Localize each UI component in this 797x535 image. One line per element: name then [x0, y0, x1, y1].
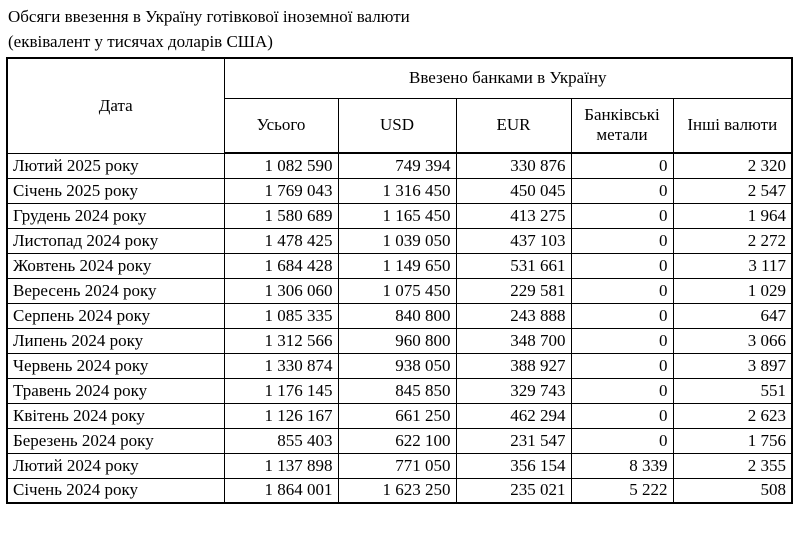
value-cell: 0	[571, 228, 673, 253]
value-cell: 2 320	[673, 153, 792, 178]
value-cell: 0	[571, 378, 673, 403]
value-cell: 1 478 425	[224, 228, 338, 253]
table-row	[7, 153, 792, 178]
value-cell: 229 581	[456, 278, 571, 303]
value-cell: 845 850	[338, 378, 456, 403]
value-cell: 0	[571, 353, 673, 378]
column-header-eur: EUR	[456, 98, 571, 153]
date-cell: Червень 2024 року	[7, 353, 224, 378]
value-cell: 348 700	[456, 328, 571, 353]
value-cell: 450 045	[456, 178, 571, 203]
table-row	[7, 453, 792, 478]
table-row	[7, 403, 792, 428]
value-cell: 1 149 650	[338, 253, 456, 278]
value-cell: 1 864 001	[224, 478, 338, 503]
value-cell: 0	[571, 178, 673, 203]
value-cell: 243 888	[456, 303, 571, 328]
table-row	[7, 178, 792, 203]
value-cell: 531 661	[456, 253, 571, 278]
currency-import-table	[6, 57, 793, 504]
value-cell: 661 250	[338, 403, 456, 428]
value-cell: 960 800	[338, 328, 456, 353]
value-cell: 1 085 335	[224, 303, 338, 328]
value-cell: 1 176 145	[224, 378, 338, 403]
value-cell: 749 394	[338, 153, 456, 178]
value-cell: 938 050	[338, 353, 456, 378]
table-row	[7, 228, 792, 253]
value-cell: 622 100	[338, 428, 456, 453]
value-cell: 551	[673, 378, 792, 403]
value-cell: 3 117	[673, 253, 792, 278]
table-body	[7, 153, 792, 503]
value-cell: 413 275	[456, 203, 571, 228]
value-cell: 1 684 428	[224, 253, 338, 278]
value-cell: 855 403	[224, 428, 338, 453]
table-row	[7, 428, 792, 453]
value-cell: 1 082 590	[224, 153, 338, 178]
table-row	[7, 278, 792, 303]
date-cell: Березень 2024 року	[7, 428, 224, 453]
value-cell: 1 756	[673, 428, 792, 453]
date-cell: Квітень 2024 року	[7, 403, 224, 428]
value-cell: 437 103	[456, 228, 571, 253]
value-cell: 5 222	[571, 478, 673, 503]
value-cell: 231 547	[456, 428, 571, 453]
value-cell: 647	[673, 303, 792, 328]
value-cell: 1 126 167	[224, 403, 338, 428]
value-cell: 462 294	[456, 403, 571, 428]
value-cell: 1 769 043	[224, 178, 338, 203]
date-cell: Листопад 2024 року	[7, 228, 224, 253]
value-cell: 2 272	[673, 228, 792, 253]
value-cell: 0	[571, 203, 673, 228]
value-cell: 329 743	[456, 378, 571, 403]
table-row	[7, 303, 792, 328]
date-cell: Вересень 2024 року	[7, 278, 224, 303]
value-cell: 330 876	[456, 153, 571, 178]
date-cell: Липень 2024 року	[7, 328, 224, 353]
value-cell: 356 154	[456, 453, 571, 478]
date-cell: Жовтень 2024 року	[7, 253, 224, 278]
date-cell: Серпень 2024 року	[7, 303, 224, 328]
value-cell: 235 021	[456, 478, 571, 503]
date-cell: Лютий 2024 року	[7, 453, 224, 478]
value-cell: 1 137 898	[224, 453, 338, 478]
table-row	[7, 203, 792, 228]
table-row	[7, 353, 792, 378]
value-cell: 840 800	[338, 303, 456, 328]
value-cell: 508	[673, 478, 792, 503]
value-cell: 0	[571, 303, 673, 328]
value-cell: 0	[571, 153, 673, 178]
value-cell: 2 547	[673, 178, 792, 203]
date-cell: Лютий 2025 року	[7, 153, 224, 178]
value-cell: 1 306 060	[224, 278, 338, 303]
value-cell: 1 312 566	[224, 328, 338, 353]
value-cell: 1 623 250	[338, 478, 456, 503]
value-cell: 1 039 050	[338, 228, 456, 253]
column-header-metals: Банківські метали	[571, 98, 673, 153]
value-cell: 0	[571, 278, 673, 303]
page-title-line2: (еквівалент у тисячах доларів США)	[8, 32, 273, 51]
value-cell: 1 964	[673, 203, 792, 228]
table-row	[7, 253, 792, 278]
date-cell: Травень 2024 року	[7, 378, 224, 403]
table-row	[7, 478, 792, 503]
date-cell: Січень 2025 року	[7, 178, 224, 203]
value-cell: 2 355	[673, 453, 792, 478]
column-header-usd: USD	[338, 98, 456, 153]
date-cell: Грудень 2024 року	[7, 203, 224, 228]
page-title-line1: Обсяги ввезення в Україну готівкової іноземної валюти	[8, 7, 410, 26]
table-row	[7, 378, 792, 403]
value-cell: 1 075 450	[338, 278, 456, 303]
table-header	[7, 58, 792, 153]
value-cell: 771 050	[338, 453, 456, 478]
value-cell: 388 927	[456, 353, 571, 378]
value-cell: 2 623	[673, 403, 792, 428]
column-header-date: Дата	[7, 58, 224, 153]
column-header-other: Інші валюти	[673, 98, 792, 153]
column-group-header: Ввезено банками в Україну	[224, 58, 792, 98]
value-cell: 0	[571, 253, 673, 278]
value-cell: 3 066	[673, 328, 792, 353]
value-cell: 1 580 689	[224, 203, 338, 228]
value-cell: 1 165 450	[338, 203, 456, 228]
value-cell: 1 029	[673, 278, 792, 303]
value-cell: 1 316 450	[338, 178, 456, 203]
value-cell: 1 330 874	[224, 353, 338, 378]
value-cell: 0	[571, 403, 673, 428]
value-cell: 3 897	[673, 353, 792, 378]
value-cell: 0	[571, 328, 673, 353]
table-row	[7, 328, 792, 353]
column-header-total: Усього	[224, 98, 338, 153]
date-cell: Січень 2024 року	[7, 478, 224, 503]
value-cell: 0	[571, 428, 673, 453]
value-cell: 8 339	[571, 453, 673, 478]
